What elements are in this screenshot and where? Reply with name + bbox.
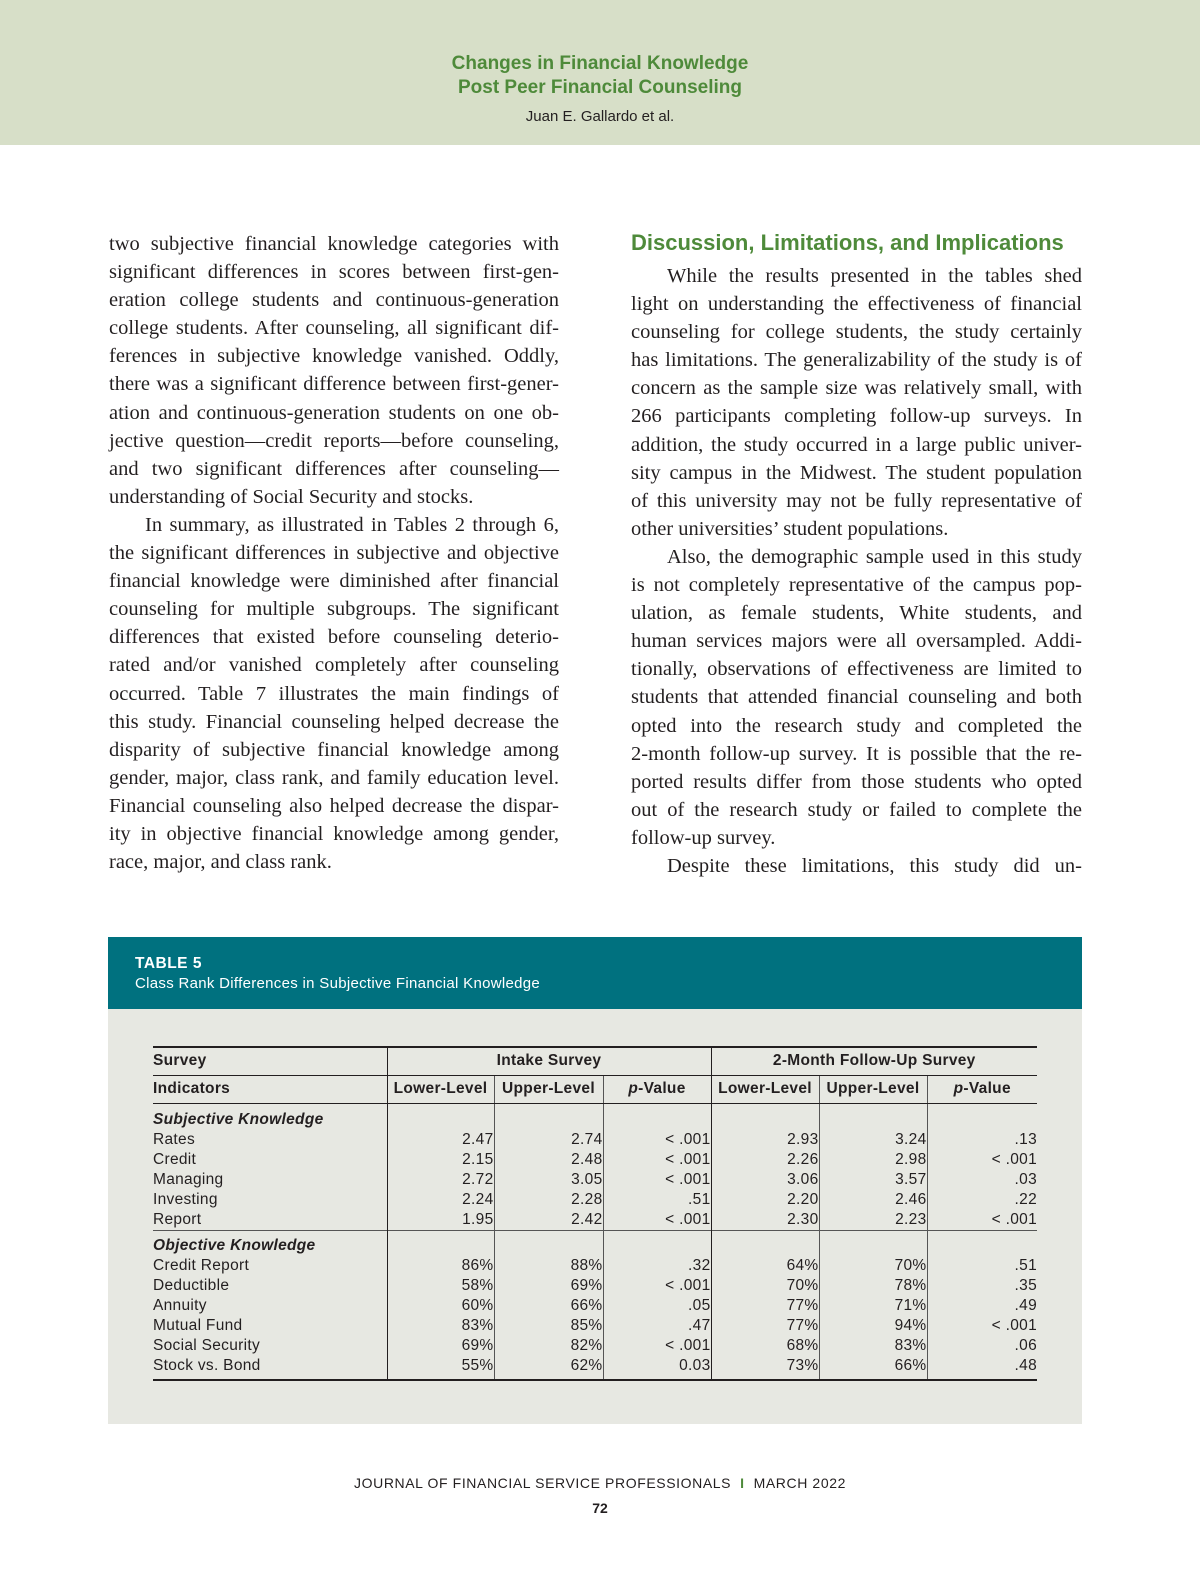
table-cell: 2.93 [711, 1130, 819, 1150]
indicator-name: Report [153, 1210, 202, 1228]
column-header-followup: 2-Month Follow-Up Survey [711, 1047, 1037, 1075]
table-row [153, 1296, 1037, 1316]
table-5 [108, 937, 1082, 1424]
table-row [153, 1170, 1037, 1190]
column-header-upper-intake: Upper-Level [494, 1075, 603, 1103]
table-cell: 3.06 [711, 1170, 819, 1190]
text-line: Also, the demographic sample used in this study [667, 545, 1082, 568]
table-cell: 2.30 [711, 1210, 819, 1231]
table-cell: 0.03 [603, 1356, 711, 1380]
table-cell: 1.95 [387, 1210, 494, 1231]
indicator-name: Credit [153, 1150, 197, 1168]
text-line: is not completely representative of the campus pop- [631, 574, 1082, 597]
table-cell: < .001 [927, 1316, 1037, 1336]
column-header-lower-followup: Lower-Level [711, 1075, 819, 1103]
text-line: has limitations. The generalizability of the study is of [631, 349, 1082, 372]
table-cell: 2.26 [711, 1150, 819, 1170]
table-cell: .51 [603, 1190, 711, 1210]
table-cell: .03 [927, 1170, 1037, 1190]
footer-journal: JOURNAL OF FINANCIAL SERVICE PROFESSIONALS [354, 1475, 732, 1491]
table-cell: 94% [819, 1316, 927, 1336]
data-table [153, 1046, 1037, 1381]
text-line: In summary, as illustrated in Tables 2 through 6, [145, 513, 559, 536]
text-line: gender, major, class rank, and family education level. [109, 766, 559, 789]
text-line: human services majors were all oversampled. Addi- [631, 630, 1082, 653]
table-cell: 2.24 [387, 1190, 494, 1210]
table-cell: 66% [494, 1296, 603, 1316]
indicator-name: Mutual Fund [153, 1316, 243, 1334]
text-line: differences that existed before counseling deterio- [109, 626, 559, 649]
table-cell: < .001 [603, 1130, 711, 1150]
text-line: occurred. Table 7 illustrates the main findings of [109, 682, 559, 705]
table-cell: 70% [819, 1256, 927, 1276]
left-column-text [109, 230, 559, 876]
table-row [153, 1150, 1037, 1170]
table-cell: 60% [387, 1296, 494, 1316]
table-cell: < .001 [603, 1170, 711, 1190]
column-header-p-followup: p-Value [927, 1075, 1037, 1103]
table-cell: 82% [494, 1336, 603, 1356]
indicator-name: Social Security [153, 1336, 261, 1354]
table-cell: 83% [387, 1316, 494, 1336]
text-line: students that attended financial counseling and both [631, 686, 1082, 709]
table-cell: < .001 [603, 1336, 711, 1356]
text-line: the significant differences in subjective and objective [109, 542, 559, 565]
table-row [153, 1336, 1037, 1356]
table-cell: 2.47 [387, 1130, 494, 1150]
indicator-name: Annuity [153, 1296, 207, 1314]
text-line: significant differences in scores between first-gen- [109, 261, 559, 284]
table-cell: .05 [603, 1296, 711, 1316]
column-header-p-intake: p-Value [603, 1075, 711, 1103]
text-line: financial knowledge were diminished after financial [109, 570, 559, 593]
table-cell: 86% [387, 1256, 494, 1276]
column-header-survey: Survey [153, 1047, 387, 1075]
table-cell: 83% [819, 1336, 927, 1356]
table-cell: 88% [494, 1256, 603, 1276]
table-row [153, 1130, 1037, 1150]
table-cell: 2.72 [387, 1170, 494, 1190]
table-row [153, 1256, 1037, 1276]
table-cell: .48 [927, 1356, 1037, 1380]
table-cell: 2.48 [494, 1150, 603, 1170]
text-line: light on understanding the effectiveness of financial [631, 293, 1082, 316]
table-cell: 2.74 [494, 1130, 603, 1150]
text-line: race, major, and class rank. [109, 851, 332, 874]
text-line: disparity of subjective financial knowledge among [109, 738, 559, 761]
text-line: concern as the sample size was relatively small, with [631, 377, 1082, 400]
indicator-name: Stock vs. Bond [153, 1356, 387, 1380]
text-line: ity in objective financial knowledge among gender, [109, 822, 559, 845]
text-line: Despite these limitations, this study did un- [667, 854, 1082, 877]
text-line: jective question—credit reports—before counseling, [109, 429, 559, 452]
table-caption: Class Rank Differences in Subjective Financial Knowledge [135, 975, 541, 992]
table-cell: 2.20 [711, 1190, 819, 1210]
text-line: follow-up survey. [631, 826, 776, 849]
table-cell: 62% [494, 1356, 603, 1380]
table-cell: .49 [927, 1296, 1037, 1316]
table-row [153, 1210, 1037, 1231]
text-line: counseling for college students, the study certainly [631, 321, 1082, 344]
header-title-line1: Changes in Financial Knowledge [451, 53, 749, 74]
page-footer [0, 1475, 1200, 1491]
column-header-indicators: Indicators [153, 1075, 387, 1103]
text-line: of this university may not be fully representative of [631, 489, 1082, 512]
text-line: this study. Financial counseling helped decrease the [109, 710, 559, 733]
text-line: Financial counseling also helped decrease the dispar- [109, 794, 559, 817]
text-line: 2-month follow-up survey. It is possible that the re- [631, 742, 1082, 765]
column-header-upper-followup: Upper-Level [819, 1075, 927, 1103]
text-line: out of the research study or failed to complete the [631, 798, 1082, 821]
table-cell: 3.05 [494, 1170, 603, 1190]
header-title-line2: Post Peer Financial Counseling [457, 77, 742, 98]
text-line: tionally, observations of effectiveness are limited to [631, 658, 1082, 681]
table-cell: 78% [819, 1276, 927, 1296]
text-line: other universities’ student populations. [631, 517, 949, 540]
table-cell: 77% [711, 1316, 819, 1336]
text-line: counseling for multiple subgroups. The significant [109, 598, 559, 621]
table-cell: 66% [819, 1356, 927, 1380]
table-cell: 69% [387, 1336, 494, 1356]
table-cell: .13 [927, 1130, 1037, 1150]
group-title: Subjective Knowledge [153, 1110, 324, 1128]
table-cell: < .001 [927, 1210, 1037, 1231]
table-cell: .47 [603, 1316, 711, 1336]
table-cell: 2.98 [819, 1150, 927, 1170]
indicator-name: Rates [153, 1130, 195, 1148]
table-cell: 2.15 [387, 1150, 494, 1170]
table-cell: 3.57 [819, 1170, 927, 1190]
text-line: addition, the study occurred in a large public univer- [631, 433, 1082, 456]
table-header-band [108, 937, 1082, 1009]
text-line: ation and continuous-generation students on one ob- [109, 401, 559, 424]
table-cell: .51 [927, 1256, 1037, 1276]
table-row [153, 1190, 1037, 1210]
table-cell: 58% [387, 1276, 494, 1296]
text-line: 266 participants completing follow-up surveys. In [631, 405, 1082, 428]
table-cell: 2.46 [819, 1190, 927, 1210]
indicator-name: Managing [153, 1170, 224, 1188]
table-row [153, 1316, 1037, 1336]
table-cell: < .001 [927, 1150, 1037, 1170]
table-cell: 77% [711, 1296, 819, 1316]
column-header-lower-intake: Lower-Level [387, 1075, 494, 1103]
text-line: rated and/or vanished completely after counseling [109, 654, 559, 677]
table-cell: .06 [927, 1336, 1037, 1356]
text-line: two subjective financial knowledge categories with [109, 233, 559, 255]
text-line: ported results differ from those students who opted [631, 770, 1082, 793]
text-line: opted into the research study and completed the [631, 714, 1082, 737]
right-column-text [631, 262, 1082, 880]
text-line: While the results presented in the tables shed [667, 265, 1082, 287]
table-cell: 69% [494, 1276, 603, 1296]
column-header-intake: Intake Survey [387, 1047, 711, 1075]
table-label: TABLE 5 [135, 955, 202, 972]
text-line: college students. After counseling, all significant dif- [109, 317, 559, 340]
table-cell: 2.23 [819, 1210, 927, 1231]
table-cell: 68% [711, 1336, 819, 1356]
table-cell: < .001 [603, 1150, 711, 1170]
text-line: ferences in subjective knowledge vanished. Oddly, [109, 345, 559, 368]
running-header [0, 0, 1200, 145]
table-row [153, 1356, 1037, 1380]
table-cell: < .001 [603, 1276, 711, 1296]
page-number: 72 [592, 1500, 608, 1516]
table-cell: 3.24 [819, 1130, 927, 1150]
indicator-name: Deductible [153, 1276, 230, 1294]
table-cell: .32 [603, 1256, 711, 1276]
section-heading: Discussion, Limitations, and Implications [631, 230, 1064, 255]
table-row [153, 1276, 1037, 1296]
text-line: sity campus in the Midwest. The student population [631, 461, 1082, 484]
table-cell: 73% [711, 1356, 819, 1380]
text-line: there was a significant difference between first-gener- [109, 373, 559, 396]
table-cell: < .001 [603, 1210, 711, 1231]
footer-date: MARCH 2022 [753, 1475, 846, 1491]
footer-separator: I [740, 1475, 745, 1491]
text-line: understanding of Social Security and stocks. [109, 485, 474, 508]
table-cell: 71% [819, 1296, 927, 1316]
table-cell: 64% [711, 1256, 819, 1276]
text-line: and two significant differences after counseling— [109, 457, 559, 480]
table-cell: 2.42 [494, 1210, 603, 1231]
text-line: ulation, as female students, White students, and [631, 602, 1082, 625]
header-author: Juan E. Gallardo et al. [525, 108, 675, 125]
indicator-name: Investing [153, 1190, 218, 1208]
table-cell: .35 [927, 1276, 1037, 1296]
text-line: eration college students and continuous-generation [109, 289, 559, 312]
table-cell: .22 [927, 1190, 1037, 1210]
indicator-name: Credit Report [153, 1256, 250, 1274]
table-cell: 85% [494, 1316, 603, 1336]
table-cell: 55% [387, 1356, 494, 1380]
table-cell: 2.28 [494, 1190, 603, 1210]
table-cell: 70% [711, 1276, 819, 1296]
group-title: Objective Knowledge [153, 1230, 387, 1256]
